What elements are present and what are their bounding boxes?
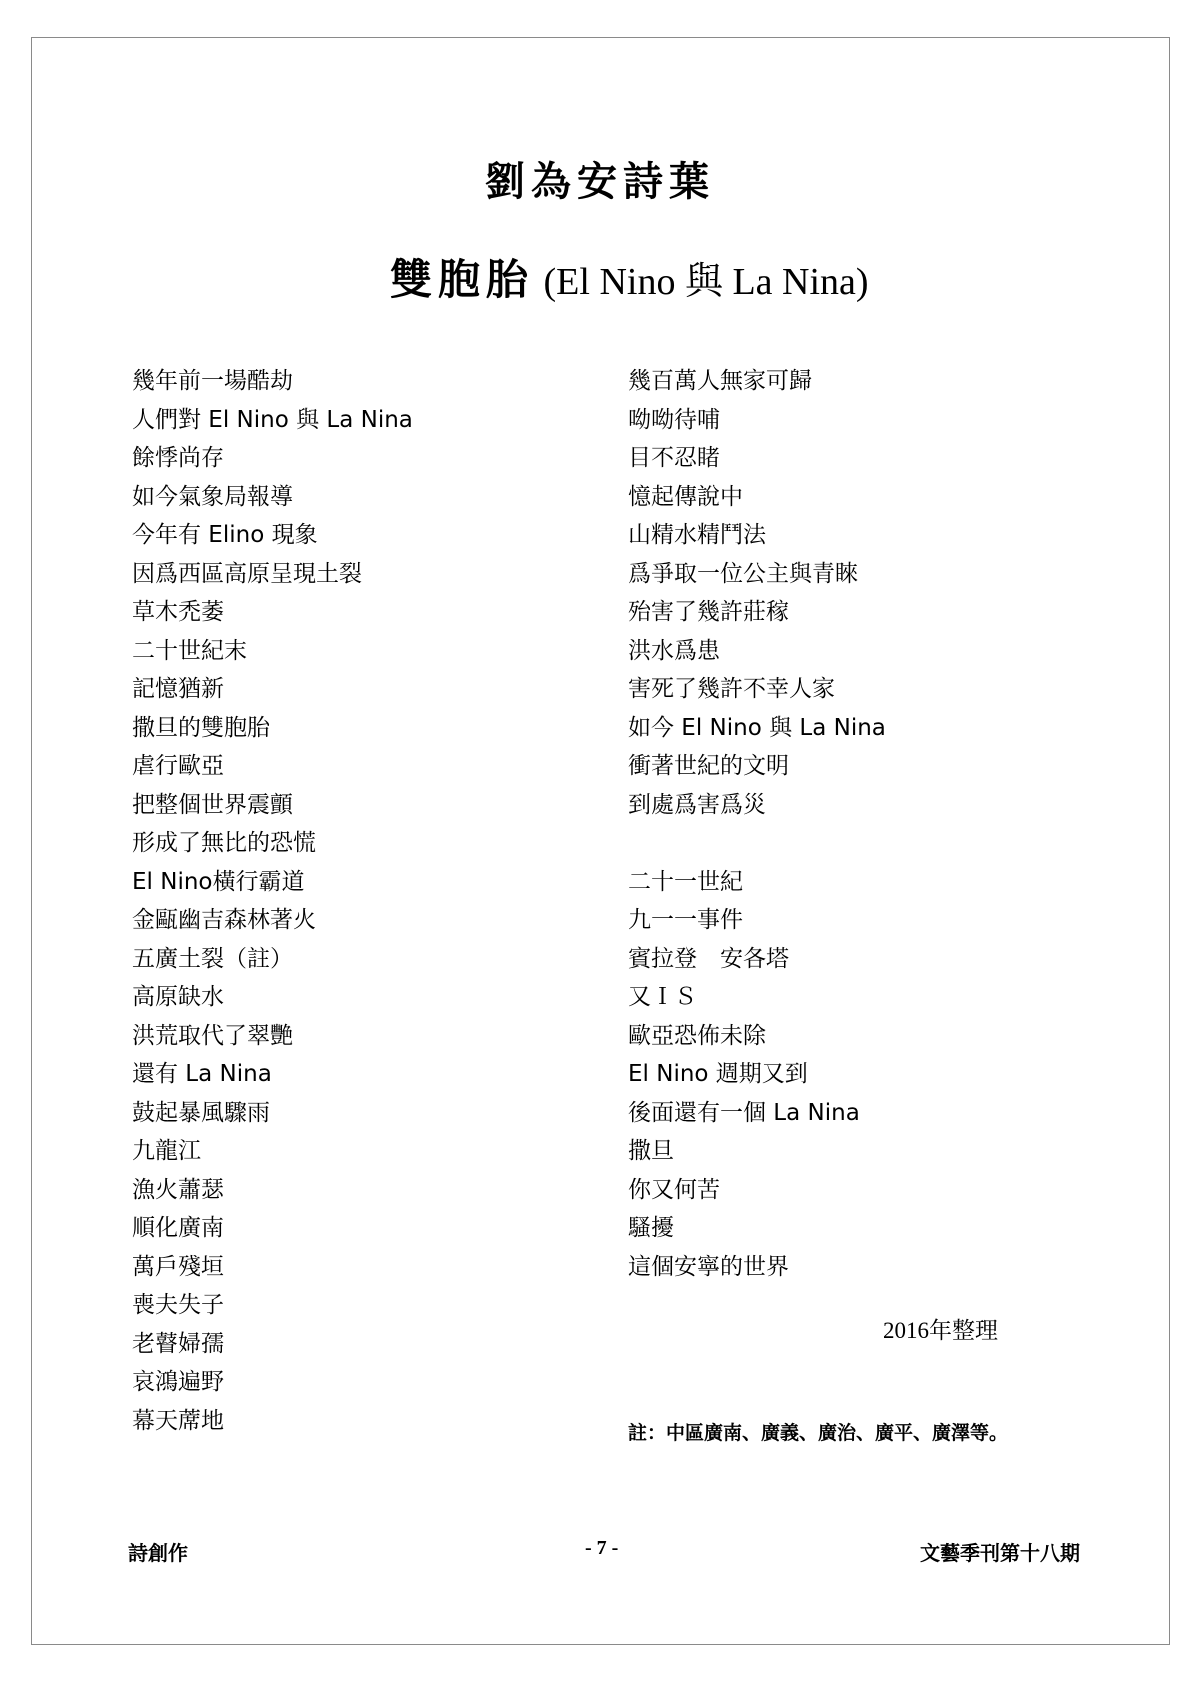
poem-title bbox=[390, 247, 869, 307]
poem-line: 殆害了幾許莊稼 bbox=[628, 599, 789, 625]
poem-title-zh: 雙胞胎 bbox=[390, 255, 535, 304]
poem-line: 二十一世紀 bbox=[628, 868, 743, 895]
poem-line: 害死了幾許不幸人家 bbox=[628, 676, 835, 702]
poem-line: 金甌幽吉森林著火 bbox=[132, 907, 316, 933]
poem-line: 幾年前一場酷劫 bbox=[132, 368, 293, 394]
poem-line: 洪水爲患 bbox=[628, 637, 720, 664]
poem-line: 今年有 Elino 現象 bbox=[132, 522, 318, 548]
poem-line: 順化廣南 bbox=[132, 1215, 224, 1241]
poem-line: 你又何苦 bbox=[628, 1176, 720, 1203]
poem-line: 山精水精鬥法 bbox=[628, 522, 766, 548]
poem-line: 哀鴻遍野 bbox=[132, 1369, 224, 1395]
poem-line: 人們對 El Nino 與 La Nina bbox=[132, 406, 413, 433]
poem-line: 後面還有一個 La Nina bbox=[628, 1099, 860, 1126]
poem-line: 又ＩＳ bbox=[628, 984, 697, 1010]
poem-line: 萬戶殘垣 bbox=[132, 1253, 224, 1280]
poem-line: 九龍江 bbox=[132, 1138, 201, 1164]
poem-line: 呦呦待哺 bbox=[628, 406, 720, 433]
poem-line: 目不忍睹 bbox=[628, 445, 720, 471]
poem-title-en: (El Nino 與 La Nina) bbox=[534, 261, 869, 303]
poem-column-left bbox=[132, 362, 413, 1440]
poem-line: 如今 El Nino 與 La Nina bbox=[628, 714, 886, 741]
stanza-break bbox=[628, 824, 886, 863]
poem-line: 爲爭取一位公主與青睞 bbox=[628, 560, 858, 587]
poem-line: 歐亞恐佈未除 bbox=[628, 1022, 766, 1049]
poem-line: 洪荒取代了翠艷 bbox=[132, 1022, 293, 1049]
date-signoff: 2016年整理 bbox=[883, 1318, 998, 1343]
poem-line: El Nino 週期又到 bbox=[628, 1061, 808, 1087]
poem-line: 鼓起暴風驟雨 bbox=[132, 1099, 270, 1126]
poem-line: 因爲西區高原呈現土裂 bbox=[132, 560, 362, 587]
poem-line: 把整個世界震顫 bbox=[132, 791, 293, 818]
poem-line: 五廣土裂（註） bbox=[132, 945, 293, 972]
poem-line: 虐行歐亞 bbox=[132, 753, 224, 779]
poem-line: 如今氣象局報導 bbox=[132, 483, 293, 510]
poem-line: 還有 La Nina bbox=[132, 1061, 272, 1087]
poem-line: 幾百萬人無家可歸 bbox=[628, 368, 812, 394]
poem-line: 記憶猶新 bbox=[132, 676, 224, 702]
poem-line: 撒旦的雙胞胎 bbox=[132, 714, 270, 741]
poem-line: 草木禿萎 bbox=[132, 599, 224, 625]
poem-line: 餘悸尚存 bbox=[132, 445, 224, 471]
poem-line: El Nino橫行霸道 bbox=[132, 868, 305, 895]
footnote: 註：中區廣南、廣義、廣治、廣平、廣澤等。 bbox=[628, 1422, 1009, 1444]
poem-line: 高原缺水 bbox=[132, 984, 224, 1010]
poem-line: 這個安寧的世界 bbox=[628, 1253, 789, 1280]
poem-line: 幕天蓆地 bbox=[132, 1407, 224, 1434]
page-number: - 7 - bbox=[585, 1537, 619, 1559]
poem-line: 撒旦 bbox=[628, 1138, 674, 1164]
poem-column-right bbox=[628, 362, 886, 1286]
poem-line: 喪夫失子 bbox=[132, 1292, 224, 1318]
footer-section-label: 詩創作 bbox=[128, 1541, 188, 1565]
poem-line: 憶起傳說中 bbox=[628, 483, 743, 510]
poem-line: 二十世紀末 bbox=[132, 637, 247, 664]
poem-line: 九一一事件 bbox=[628, 907, 743, 933]
footer-publication: 文藝季刊第十八期 bbox=[920, 1541, 1080, 1565]
poem-line: 形成了無比的恐慌 bbox=[132, 830, 316, 856]
poet-title: 劉為安詩葉 bbox=[485, 158, 715, 205]
poem-line: 到處爲害爲災 bbox=[628, 791, 766, 818]
poem-line: 賓拉登 安各塔 bbox=[628, 945, 789, 972]
poem-line: 漁火蕭瑟 bbox=[132, 1176, 224, 1203]
poem-line: 騷擾 bbox=[628, 1215, 674, 1241]
poem-line: 老瞽婦孺 bbox=[132, 1330, 224, 1357]
poem-line: 衝著世紀的文明 bbox=[628, 753, 789, 779]
